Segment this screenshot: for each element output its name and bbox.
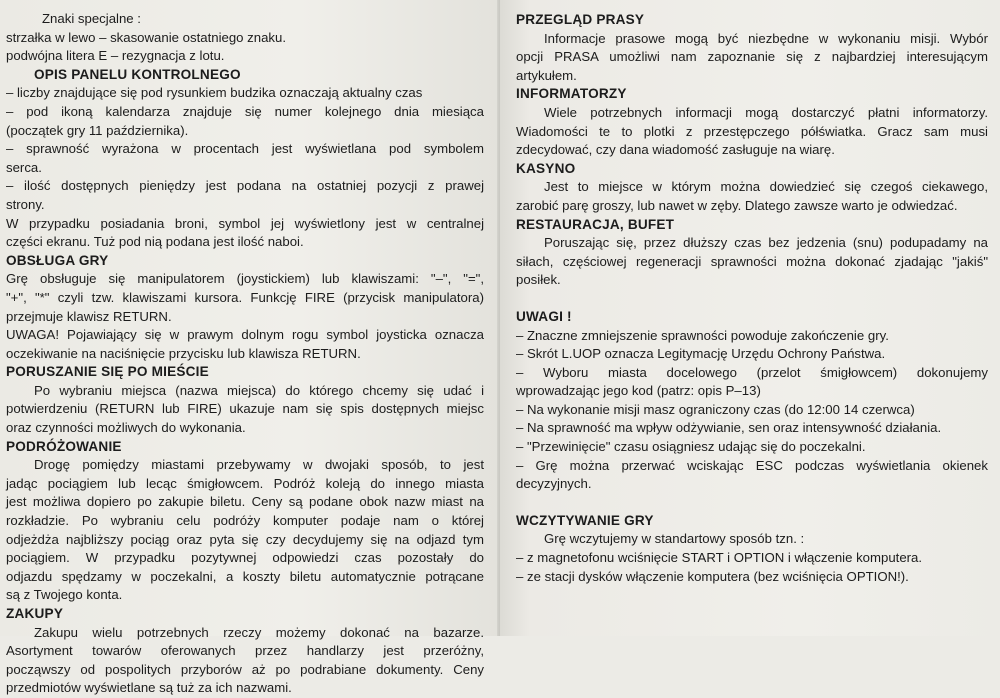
text-line: rozkładzie. Po wybraniu celu podróży komputer podaje nam o której xyxy=(6,513,484,529)
text-line: strony. xyxy=(6,196,45,212)
section-heading-restauracja-bufet: RESTAURACJA, BUFET xyxy=(516,216,675,232)
text-line: podwójna litera E – rezygnacja z lotu. xyxy=(6,48,225,64)
section-heading-uwagi: UWAGI ! xyxy=(516,308,572,324)
text-line: Wiadomości te to plotki z przestępczego półświatka. Gracz sam musi xyxy=(516,123,988,139)
text-line: – sprawność wyrażona w procentach jest wyświetlana pod symbolem xyxy=(6,141,484,157)
text-line: Jest to miejsce w którym można dowiedzieć się czegoś ciekawego, xyxy=(544,179,988,195)
section-spacer xyxy=(516,290,988,308)
text-line: serca. xyxy=(6,159,42,175)
section-heading-poruszanie-sie-po-miescie: PORUSZANIE SIĘ PO MIEŚCIE xyxy=(6,364,209,380)
text-line: – Na wykonanie misji masz ograniczony czas (do 12:00 14 czerwca) xyxy=(516,401,915,417)
section-spacer xyxy=(516,494,988,512)
text-line: części ekranu. Tuż pod nią podana jest ilość naboi. xyxy=(6,234,304,250)
text-line: jadąc pociągiem lub lecąc śmigłowcem. Podróż koleją do innego miasta xyxy=(6,475,484,491)
text-line: Po wybraniu miejsca (nazwa miejsca) do którego chcemy się udać i xyxy=(34,382,484,398)
text-line: – Skrót L.UOP oznacza Legitymację Urzędu Ochrony Państwa. xyxy=(516,346,886,362)
text-line: odjazdu spędzamy w poczekalni, a koszty biletu automatycznie potrącane xyxy=(6,568,484,584)
text-line: oczekiwanie na naciśnięcie przycisku lub klawisza RETURN. xyxy=(6,345,361,361)
text-line: W przypadku posiadania broni, symbol jej wyświetlony jest w centralnej xyxy=(6,215,484,231)
text-line: pociągiem. W przypadku pozytywnej odpowiedzi czas pozostały do xyxy=(6,550,484,566)
section-heading-kasyno: KASYNO xyxy=(516,160,576,176)
section-heading-zakupy: ZAKUPY xyxy=(6,606,64,621)
text-line: przejmuje klawisz RETURN. xyxy=(6,308,172,324)
text-line: oraz czynności możliwych do wykonania. xyxy=(6,420,246,436)
section-heading-podrozowanie: PODRÓŻOWANIE xyxy=(6,438,122,454)
text-line: są z Twojego konta. xyxy=(6,587,123,603)
text-line: "+", "*" czyli tzw. klawiszami kursora. Funkcję FIRE (przycisk manipulatora) xyxy=(6,289,484,305)
section-heading-informatorzy: INFORMATORZY xyxy=(516,86,627,102)
text-line: zarobić parę groszy, lub nawet w zęby. Dlatego zawsze warto je odwiedzać. xyxy=(516,197,958,213)
text-line: – ze stacji dysków włączenie komputera (bez wciśnięcia OPTION!). xyxy=(516,568,909,584)
text-line: (początek gry 11 października). xyxy=(6,122,189,138)
text-line: zdecydować, czy dana wiadomość zasługuje na wiarę. xyxy=(516,142,835,158)
text-line: potwierdzeniu (RETURN lub FIRE) ukazuje nam się spis dostępnych miejsc xyxy=(6,401,484,417)
text-line: Znaki specjalne : xyxy=(42,11,141,26)
text-line: wprowadzając jego kod (patrz: opis P–13) xyxy=(516,383,761,399)
text-line: – Znaczne zmniejszenie sprawności powoduje zakończenie gry. xyxy=(516,327,889,343)
text-line: – Na sprawność ma wpływ odżywianie, sen oraz intensywność działania. xyxy=(516,420,942,436)
text-line: – ilość dostępnych pieniędzy jest podana na ostatniej pozycji z prawej xyxy=(6,178,484,194)
section-heading-opis-panelu-kontrolnego: OPIS PANELU KONTROLNEGO xyxy=(34,66,241,82)
text-line: Informacje prasowe mogą być niezbędne w wykonaniu misji. Wybór xyxy=(544,30,988,46)
text-line: jest możliwa dopiero po zakupie biletu. Ceny są podane obok nazw miast na xyxy=(6,494,484,510)
text-line: Asortyment towarów oferowanych przez handlarzy jest przeróżny, xyxy=(6,643,484,659)
text-line: Grę obsługuje się manipulatorem (joystickiem) lub klawiszami: "–", "=", xyxy=(6,271,484,287)
section-heading-przeglad-prasy: PRZEGLĄD PRASY xyxy=(516,12,645,27)
text-line: posiłek. xyxy=(516,272,561,288)
text-line: Grę wczytujemy w standartowy sposób tzn. : xyxy=(544,531,805,547)
text-line: artykułem. xyxy=(516,67,577,83)
left-page xyxy=(0,0,500,696)
text-line: Poruszając się, przez dłuższy czas bez jedzenia (snu) podupadamy na xyxy=(544,235,988,251)
text-line: UWAGA! Pojawiający się w prawym dolnym rogu symbol joysticka oznacza xyxy=(6,327,484,343)
section-heading-obsluga-gry: OBSŁUGA GRY xyxy=(6,252,109,268)
right-page xyxy=(500,0,1000,636)
text-line: przedmiotów wyświetlane są tuż za ich nazwami. xyxy=(6,680,292,696)
text-line: Zakupu wielu potrzebnych rzeczy możemy dokonać na bazarze. xyxy=(34,624,484,640)
text-line: siłach, częściowej regeneracji sprawności można dokonać zjadając "jakiś" xyxy=(516,253,988,269)
text-line: strzałka w lewo – skasowanie ostatniego znaku. xyxy=(6,29,287,45)
text-line: – "Przewinięcie" czasu osiągniesz udając się do poczekalni. xyxy=(516,439,866,455)
text-line: począwszy od pospolitych przyborów aż po podrabiane dokumenty. Ceny xyxy=(6,661,484,677)
text-line: Drogę pomiędzy miastami przebywamy w dwojaki sposób, to jest xyxy=(34,457,484,473)
text-line: – liczby znajdujące się pod rysunkiem budzika oznaczają aktualny czas xyxy=(6,85,423,101)
text-line: Wiele potrzebnych informacji mogą dostarczyć płatni informatorzy. xyxy=(544,104,988,120)
text-line: – z magnetofonu wciśnięcie START i OPTION i włączenie komputera. xyxy=(516,550,923,566)
text-line: – Wyboru miasta docelowego (przelot śmigłowcem) dokonujemy xyxy=(516,364,988,380)
text-line: decyzyjnych. xyxy=(516,476,592,492)
section-heading-wczytywanie-gry: WCZYTYWANIE GRY xyxy=(516,512,654,528)
text-line: – Grę można przerwać wciskając ESC podczas wyświetlania okienek xyxy=(516,457,988,473)
text-line: odjeżdża najbliższy pociąg oraz pyta się czy decydujemy się na odjazd tym xyxy=(6,531,484,547)
text-line: opcji PRASA umożliwi nam zapoznanie się z najbardziej interesującym xyxy=(516,49,988,65)
text-line: – pod ikoną kalendarza znajduje się numer kolejnego dnia miesiąca xyxy=(6,103,484,119)
